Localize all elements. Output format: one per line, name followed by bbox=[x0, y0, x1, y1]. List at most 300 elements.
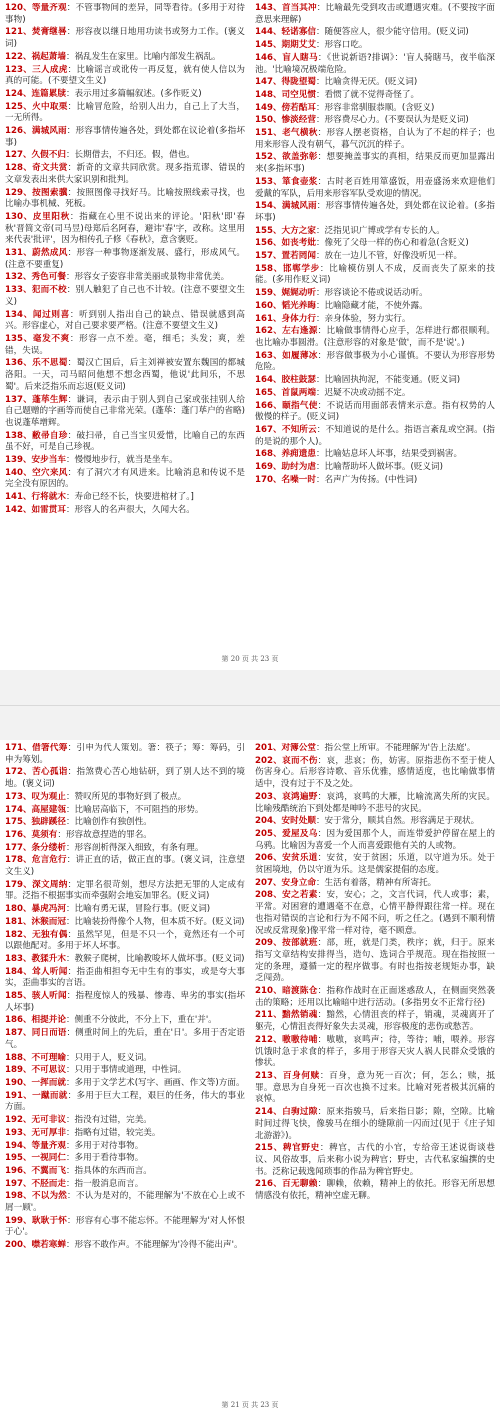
entry-number: 213、 bbox=[255, 1070, 283, 1081]
idiom-definition: 多用于对待事物。 bbox=[74, 1140, 144, 1151]
entry-number: 198、 bbox=[5, 1191, 32, 1202]
idiom-term: 百无聊赖 bbox=[282, 1179, 318, 1190]
idiom-definition: 哀鸿，哀鸣的大雁，比喻流离失所的灾民。比喻残酷统治下到处都是呻吟不悲号的灾民。 bbox=[255, 791, 495, 814]
idiom-entry: 150、惨淡经营：形容费尽心力。(不要误认为是贬义词) bbox=[255, 115, 469, 126]
entry-number: 133、 bbox=[5, 285, 32, 296]
entry-number: 155、 bbox=[255, 225, 282, 236]
idiom-definition: 蜀汉亡国后，后主刘禅被安置东魏国的都城洛阳。一天，司马昭问他想不想念西蜀，他说'此间乐，不思蜀'。后来泛指乐而忘返(贬义词) bbox=[5, 358, 245, 392]
idiom-entry: 159、娓娓动听：形容谈论不倦或说话动听。 bbox=[255, 288, 428, 299]
idiom-term: 胶柱鼓瑟 bbox=[281, 375, 316, 386]
entry-number: 153、 bbox=[255, 176, 283, 187]
idiom-term: 沐猴而冠 bbox=[31, 916, 66, 927]
idiom-entry: 188、不可理喻：只用于人，贬义词。 bbox=[5, 1052, 152, 1063]
idiom-term: 条分缕析 bbox=[31, 842, 66, 853]
page-footer: 第 21 页 共 23 页 bbox=[221, 1401, 279, 1409]
idiom-definition: 形容一点不差。毫，细毛；头发；爽，差错，失误。 bbox=[5, 333, 245, 356]
idiom-term: 乐不思蜀 bbox=[32, 358, 68, 369]
idiom-entry: 165、首鼠两端：迟疑不决或动摇不定。 bbox=[255, 387, 411, 398]
idiom-entry: 169、助纣为虐：比喻帮助坏人做坏事。(贬义词) bbox=[255, 462, 443, 473]
entry-number: 139、 bbox=[5, 455, 32, 466]
idiom-definition: 部，班，就是门类，秩序；就，归于。原来指写文章结构安排得当，造句、选词合乎规范。现在指按照一定的条理，遵循一定的程序做事。有时也指按老规矩办事，缺乏闯劲。 bbox=[255, 938, 495, 984]
idiom-term: 等量齐观 bbox=[31, 1140, 66, 1151]
entry-number: 201、 bbox=[255, 743, 282, 753]
idiom-term: 焚膏继晷 bbox=[31, 27, 67, 38]
entry-number: 216、 bbox=[255, 1179, 283, 1190]
idiom-entry: 195、一视同仁：多用于看待事物。 bbox=[5, 1153, 144, 1164]
idiom-entry: 156、如丧考妣：像死了父母一样的伤心和着急(含贬义) bbox=[255, 238, 469, 249]
idiom-term: 安贫乐道 bbox=[282, 853, 318, 864]
idiom-term: 轻诺寡信 bbox=[281, 27, 316, 38]
idiom-definition: 别人触犯了自己也不计较。(注意不要望文生义) bbox=[5, 285, 245, 307]
idiom-entry: 200、噤若寒蝉：形容不敢作声。不能理解为'冷得不能出声'。 bbox=[5, 1240, 243, 1251]
entry-number: 188、 bbox=[5, 1052, 32, 1063]
entry-number: 125、 bbox=[5, 101, 33, 112]
idiom-term: 不可理喻 bbox=[31, 1052, 66, 1063]
idiom-term: 一蹴而就 bbox=[32, 1090, 68, 1101]
idiom-definition: 原来指骏马，后来指日影；隙，空隙。比喻时间过得飞快，像骏马在细小的缝隙前一闪而过(见于《庄子知北游游》)。 bbox=[255, 1107, 495, 1141]
entry-number: 178、 bbox=[5, 855, 32, 866]
idiom-entry: 123、三人成虎：比喻谣言或讹传一再反复，就有使人信以为真的可能。(不要望文生义) bbox=[5, 64, 245, 87]
idiom-definition: 形容事情传遍各处，到处都在议论着(多指坏事) bbox=[5, 126, 245, 148]
entry-number: 207、 bbox=[255, 877, 282, 888]
idiom-term: 左右逢源 bbox=[282, 326, 318, 337]
left-column bbox=[5, 743, 245, 1253]
idiom-definition: 形容一种事物逐渐发展、盛行，形成风气。(注意不要重复) bbox=[5, 248, 245, 270]
idiom-entry: 185、骇人听闻：指程度惊人的残暴、惨毒、卑劣的事实(指坏人坏事) bbox=[5, 991, 245, 1013]
idiom-definition: 想要掩盖事实的真相，结果反而更加显露出来(多指坏事) bbox=[255, 152, 495, 175]
idiom-definition: 多用于巨大工程，艰巨的任务，伟大的事业方面。 bbox=[5, 1090, 245, 1113]
idiom-definition: 比喻装扮得像个人物，但本质不好。(贬义词) bbox=[74, 916, 245, 927]
idiom-entry: 131、蔚然成风：形容一种事物逐渐发展、盛行，形成风气。(注意不要重复) bbox=[5, 248, 245, 270]
idiom-definition: 新奇的文章共同欣赏。现多指荒谬、错误的文章发表出来供大家识别和批判。 bbox=[5, 163, 245, 185]
idiom-term: 深文周纳 bbox=[32, 879, 68, 890]
idiom-definition: 教猴子爬树，比喻教唆坏人做坏事。(贬义词) bbox=[74, 953, 245, 964]
idiom-term: 养痈遗患 bbox=[281, 449, 316, 460]
entry-number: 204、 bbox=[255, 816, 282, 827]
idiom-definition: 不说话而用面部表情来示意。指有权势的人傲慢的样子。(贬义词) bbox=[255, 400, 495, 423]
idiom-entry: 140、空穴来风：有了洞穴才有风进来。比喻消息和传说不是完全没有原因的。 bbox=[5, 467, 245, 490]
idiom-term: 黯然销魂 bbox=[282, 1010, 318, 1021]
idiom-entry: 163、如履薄冰：形容做事极为小心谨慎。不要认为形容形势危险。 bbox=[255, 350, 495, 373]
idiom-definition: 泛指见识广博或学有专长的人。 bbox=[324, 225, 445, 236]
entry-number: 123、 bbox=[5, 64, 33, 75]
idiom-entry: 129、按图索骥：按照图像寻找好马。比喻按照线索寻找，也比喻办事机械、死板。 bbox=[5, 187, 245, 210]
entry-number: 189、 bbox=[5, 1065, 32, 1076]
idiom-definition: 名声广为传扬。(中性词) bbox=[324, 474, 418, 485]
entry-number: 154、 bbox=[255, 201, 282, 212]
entry-number: 152、 bbox=[255, 152, 283, 163]
entry-number: 158、 bbox=[255, 263, 283, 274]
idiom-definition: 定罪名很苛刻，想尽方法把无罪的人定成有罪。泛指不根据事实而牵强附会地妄加罪名。(贬义词) bbox=[5, 879, 245, 902]
idiom-definition: 指藏在心里不说出来的评论。'阳秋'即'春秋'晋简文帝(司马昱)母郑后名阿春，避讳'春'字，改称。这里用来代表'批评'，因为相传孔子修《春秋》，意含褒贬。 bbox=[5, 211, 245, 246]
idiom-definition: 指具体的东西而言。 bbox=[74, 1165, 152, 1176]
idiom-definition: 亲身体验，努力实行。 bbox=[324, 313, 411, 324]
idiom-definition: 比喻冒危险，给别人出力，自己上了大当，一无所得。 bbox=[5, 101, 245, 124]
entry-number: 180、 bbox=[5, 904, 32, 915]
entry-number: 182、 bbox=[5, 929, 33, 940]
idiom-entry: 166、颐指气使：不说话而用面部表情来示意。指有权势的人傲慢的样子。(贬义词) bbox=[255, 400, 495, 423]
idiom-entry: 206、安贫乐道：安贫，安于贫困；乐道，以守道为乐。处于贫困境地，仍以守道为乐。这是儒家提倡的态度。 bbox=[255, 853, 495, 876]
idiom-entry: 215、稗官野史：稗官，古代的小官，专给帝王述说街谈巷议、风俗故事，后来称小说为稗官；野史，古代私家编撰的史书。泛称记载逸闻琐事的作品为稗官野史。 bbox=[255, 1143, 495, 1177]
idiom-definition: 比喻模仿别人不成，反而丧失了原来的技能。(多用作贬义词) bbox=[255, 263, 495, 286]
idiom-term: 嗷嗷待哺 bbox=[282, 1034, 318, 1045]
idiom-definition: 形容口吃。 bbox=[324, 40, 368, 51]
idiom-entry: 153、箪食壶浆：古时老百姓用箪盛饭，用壶盛汤来欢迎他们爱戴的军队，后用来形容军队受欢迎的情况。 bbox=[255, 176, 495, 199]
idiom-term: 如雷贯耳 bbox=[31, 504, 66, 515]
idiom-entry: 181、沐猴而冠：比喻装扮得像个人物，但本质不好。(贬义词) bbox=[5, 916, 245, 927]
entry-number: 127、 bbox=[5, 150, 32, 161]
idiom-term: 苦心孤诣 bbox=[32, 767, 68, 778]
entry-number: 164、 bbox=[255, 375, 282, 386]
entry-number: 132、 bbox=[5, 272, 32, 283]
idiom-entry: 189、不可思议：只用于事情或道理，中性词。 bbox=[5, 1065, 187, 1076]
idiom-term: 蓬荜生辉 bbox=[32, 394, 68, 405]
entry-number: 135、 bbox=[5, 333, 33, 344]
idiom-definition: 形容非常驯服恭顺。(含贬义) bbox=[324, 102, 435, 113]
idiom-definition: 讲正直的话，做正直的事。(褒义词，注意望文生义) bbox=[5, 855, 245, 878]
idiom-definition: 赞叹所见的事物好到了极点。 bbox=[74, 791, 187, 802]
idiom-term: 不以为然 bbox=[31, 1191, 68, 1202]
idiom-term: 如丧考妣 bbox=[281, 238, 316, 249]
idiom-entry: 138、敝帚自珍：破扫帚，自己当宝贝爱惜，比喻自己的东西虽不好，可是自己珍视。 bbox=[5, 430, 245, 453]
entry-number: 203、 bbox=[255, 791, 283, 802]
idiom-term: 奇文共赏 bbox=[32, 163, 68, 174]
idiom-definition: 听到别人指出自己的缺点、错误就感到高兴。形容虚心，对自己要求要严格。(注意不要望文生义) bbox=[5, 309, 245, 332]
idiom-definition: 不认为是对的，不能理解为'不放在心上或不屑一顾'。 bbox=[5, 1191, 245, 1214]
entry-number: 181、 bbox=[5, 916, 32, 927]
idiom-entry: 149、傍若酤耳：形容非常驯服恭顺。(含贬义) bbox=[255, 102, 435, 113]
idiom-entry: 186、相提并论：侧重不分彼此，不分上下，重在'并'。 bbox=[5, 1015, 217, 1026]
entry-number: 170、 bbox=[255, 474, 282, 485]
idiom-definition: 形容费尽心力。(不要误认为是贬义词) bbox=[324, 115, 469, 126]
idiom-entry: 144、轻诺寡信：随便答应人，很少能守信用。(贬义词) bbox=[255, 27, 469, 38]
idiom-definition: 生活有着落，精神有所寄托。 bbox=[324, 877, 437, 888]
idiom-term: 按部就班 bbox=[282, 938, 318, 949]
entry-number: 163、 bbox=[255, 350, 283, 361]
idiom-definition: 比喻有勇无谋，冒险行事。(贬义词) bbox=[74, 904, 211, 915]
idiom-term: 白驹过隙 bbox=[282, 1107, 318, 1118]
document-page-21 bbox=[0, 740, 500, 1415]
idiom-definition: 看惯了就不觉得奇怪了。 bbox=[324, 89, 420, 100]
idiom-definition: 比喻贪得无厌。(贬义词) bbox=[324, 77, 418, 88]
idiom-term: 稗官野史 bbox=[282, 1143, 320, 1154]
idiom-term: 名噪一时 bbox=[281, 474, 316, 485]
entry-number: 184、 bbox=[5, 966, 33, 977]
idiom-entry: 209、按部就班：部，班，就是门类，秩序；就，归于。原来指写文章结构安排得当，造句、选词合乎规范。现在指按照一定的条理，遵循一定的程序做事。有时也指按老规矩办事，缺乏闯劲。 bbox=[255, 938, 495, 984]
idiom-term: 相提并论 bbox=[31, 1015, 66, 1026]
idiom-entry: 173、叹为观止：赞叹所见的事物好到了极点。 bbox=[5, 791, 187, 802]
idiom-term: 高屋建瓴 bbox=[31, 804, 66, 815]
idiom-entry: 137、蓬荜生辉：谦词，表示由于别人到自己家或张挂别人给自己题赠的字画等而使自己非常光荣。(蓬荜：蓬门荜户的省略)也说蓬荜增辉。 bbox=[5, 394, 245, 428]
entry-number: 122、 bbox=[5, 51, 32, 62]
entry-number: 186、 bbox=[5, 1015, 32, 1026]
idiom-entry: 192、无可非议：指没有过错，完美。 bbox=[5, 1115, 152, 1126]
idiom-entry: 147、得陇望蜀：比喻贪得无厌。(贬义词) bbox=[255, 77, 418, 88]
entry-number: 141、 bbox=[5, 492, 32, 503]
idiom-term: 邯郸学步 bbox=[282, 263, 320, 274]
idiom-term: 教猱升木 bbox=[31, 953, 66, 964]
idiom-entry: 204、安时处顺：安于常分，顺其自然。形容满足于现状。 bbox=[255, 816, 480, 827]
entry-number: 147、 bbox=[255, 77, 282, 88]
idiom-term: 按图索骥 bbox=[32, 187, 68, 198]
idiom-term: 一挥而就 bbox=[31, 1077, 66, 1088]
entry-number: 138、 bbox=[5, 430, 33, 441]
entry-number: 185、 bbox=[5, 991, 32, 1002]
idiom-term: 娓娓动听 bbox=[281, 288, 316, 299]
idiom-term: 满城风雨 bbox=[281, 201, 317, 212]
entry-number: 126、 bbox=[5, 126, 32, 137]
idiom-term: 不胫而走 bbox=[31, 1178, 66, 1189]
idiom-definition: 指程度惊人的残暴、惨毒、卑劣的事实(指坏人坏事) bbox=[5, 991, 245, 1013]
idiom-term: 耸人听闻 bbox=[32, 966, 68, 977]
idiom-definition: 有了洞穴才有风进来。比喻消息和传说不是完全没有原因的。 bbox=[5, 467, 245, 490]
entry-number: 206、 bbox=[255, 853, 283, 864]
idiom-definition: 形容人的名声很大，久闻大名。 bbox=[74, 504, 195, 515]
entry-number: 142、 bbox=[5, 504, 32, 515]
idiom-entry: 167、不知所云：不知道说的是什么。指语言紊乱或空洞。(指的是说的那个人)。 bbox=[255, 424, 495, 447]
idiom-term: 叹为观止 bbox=[31, 791, 66, 802]
idiom-entry: 122、祸起萧墙：祸乱发生在家里。比喻内部发生祸乱。 bbox=[5, 51, 221, 62]
idiom-term: 一视同仁 bbox=[31, 1153, 66, 1164]
idiom-definition: 比喻做事情得心应手，怎样进行都很顺利。也比喻办事圆滑。(注意形容的对象是'做'，而不是'说'。) bbox=[255, 326, 495, 348]
entry-number: 199、 bbox=[5, 1215, 32, 1226]
idiom-entry: 175、独辟蹊径：比喻创作有独创性。 bbox=[5, 817, 152, 828]
idiom-definition: 不管事物间的差异，同等看待。(多用于对待事物) bbox=[5, 3, 245, 25]
idiom-term: 爱屋及乌 bbox=[282, 828, 318, 839]
idiom-term: 得陇望蜀 bbox=[281, 77, 316, 88]
idiom-entry: 174、高屋建瓴：比喻居高临下，不可阻挡的形势。 bbox=[5, 804, 204, 815]
entry-number: 175、 bbox=[5, 817, 32, 828]
entry-number: 151、 bbox=[255, 128, 283, 139]
idiom-definition: 比喻最先受到攻击或遭遇灾难。(不要按字面意思来理解) bbox=[255, 3, 495, 25]
entry-number: 121、 bbox=[5, 27, 32, 38]
idiom-term: 无可非议 bbox=[31, 1115, 66, 1126]
idiom-term: 莫须有 bbox=[31, 829, 58, 840]
idiom-definition: 指一般消息而言。 bbox=[74, 1178, 144, 1189]
entry-number: 191、 bbox=[5, 1090, 33, 1101]
idiom-entry: 132、秀色可餐：形容女子姿容非常美丽或景物非常优美。 bbox=[5, 272, 230, 283]
idiom-entry: 179、深文周纳：定罪名很苛刻，想尽方法把无罪的人定成有罪。泛指不根据事实而牵强附会地妄加罪名。(贬义词) bbox=[5, 879, 245, 902]
idiom-entry: 171、借箸代筹：引申为代人策划。箸：筷子；筹：筹码，引申为筹划。 bbox=[5, 743, 245, 765]
idiom-definition: 破扫帚，自己当宝贝爱惜，比喻自己的东西虽不好，可是自己珍视。 bbox=[5, 430, 245, 453]
entry-number: 212、 bbox=[255, 1034, 283, 1045]
idiom-definition: 虽然罕见，但是不只一个，竟然还有一个可以跟他配对。多用于坏人坏事。 bbox=[5, 929, 245, 952]
idiom-definition: 随便答应人，很少能守信用。(贬义词) bbox=[324, 27, 469, 38]
idiom-entry: 199、耿耿于怀：形容有心事不能忘怀。不能理解为'对人怀恨于心'。 bbox=[5, 1215, 245, 1238]
idiom-entry: 168、养痈遗患：比喻姑息坏人坏事，结果受到祸害。 bbox=[255, 449, 463, 460]
idiom-entry: 161、身体力行：亲身体验，努力实行。 bbox=[255, 313, 411, 324]
idiom-definition: 稗官，古代的小官，专给帝王述说街谈巷议、风俗故事，后来称小说为稗官；野史，古代私家编撰的史书。泛称记载逸闻琐事的作品为稗官野史。 bbox=[255, 1143, 495, 1177]
idiom-entry: 191、一蹴而就：多用于巨大工程，艰巨的任务，伟大的事业方面。 bbox=[5, 1090, 245, 1113]
idiom-definition: 寿命已经不长，快要进棺材了。] bbox=[74, 492, 194, 503]
idiom-entry: 203、哀鸿遍野：哀鸿，哀鸣的大雁，比喻流离失所的灾民。比喻残酷统治下到处都是呻吟不悲号的灾民。 bbox=[255, 791, 495, 814]
idiom-definition: 按照图像寻找好马。比喻按照线索寻找，也比喻办事机械、死板。 bbox=[5, 187, 245, 210]
idiom-definition: 指公堂上所审。不能理解为'告上法庭'。 bbox=[324, 743, 476, 753]
idiom-term: 老气横秋 bbox=[282, 128, 318, 139]
idiom-term: 助纣为虐 bbox=[281, 462, 316, 473]
right-column bbox=[255, 743, 495, 1253]
idiom-entry: 148、司空见惯：看惯了就不觉得奇怪了。 bbox=[255, 89, 420, 100]
idiom-definition: 《世说新语?排调》：'盲人骑瞎马，夜半临深池。'比喻境况极端危险。 bbox=[255, 52, 495, 75]
idiom-definition: 比喻居高临下，不可阻挡的形势。 bbox=[74, 804, 204, 815]
idiom-term: 哀而不伤 bbox=[282, 755, 318, 766]
entry-number: 171、 bbox=[5, 743, 33, 753]
entry-number: 131、 bbox=[5, 248, 33, 259]
idiom-definition: 形容不敢作声。不能理解为'冷得不能出声'。 bbox=[74, 1240, 243, 1251]
idiom-term: 空穴来风 bbox=[32, 467, 68, 478]
entry-number: 140、 bbox=[5, 467, 33, 478]
idiom-definition: 比喻隐藏才能，不使外露。 bbox=[324, 300, 428, 311]
idiom-term: 如履薄冰 bbox=[282, 350, 318, 361]
entry-number: 166、 bbox=[255, 400, 283, 411]
idiom-entry: 177、条分缕析：形容剖析得深入细致，有条有理。 bbox=[5, 842, 204, 853]
entry-number: 211、 bbox=[255, 1010, 283, 1021]
idiom-definition: 指略有过错，较完美。 bbox=[74, 1127, 161, 1138]
entry-number: 190、 bbox=[5, 1077, 32, 1088]
idiom-entry: 155、大方之家：泛指见识广博或学有专长的人。 bbox=[255, 225, 445, 236]
idiom-entry: 180、暴虎冯河：比喻有勇无谋，冒险行事。(贬义词) bbox=[5, 904, 211, 915]
idiom-definition: 像死了父母一样的伤心和着急(含贬义) bbox=[324, 238, 469, 249]
idiom-definition: 长期借去，不归还。假，借也。 bbox=[74, 150, 195, 161]
entry-number: 124、 bbox=[5, 88, 32, 99]
idiom-entry: 154、满城风雨：形容事情传遍各处，到处都在议论着。(多指坏事) bbox=[255, 201, 495, 223]
idiom-entry: 124、连篇累牍：表示用过多篇幅叙述。(多作贬义) bbox=[5, 88, 202, 99]
entry-number: 167、 bbox=[255, 424, 282, 435]
idiom-entry: 152、欲盖弥彰：想要掩盖事实的真相，结果反而更加显露出来(多指坏事) bbox=[255, 152, 495, 175]
idiom-entry: 130、皮里阳秋：指藏在心里不说出来的评论。'阳秋'即'春秋'晋简文帝(司马昱)母郑后名阿春，避讳'春'字，改称。这里用来代表'批评'，因为相传孔子修《春秋》，意含褒贬。 bbox=[5, 211, 245, 246]
idiom-entry: 141、行将就木：寿命已经不长，快要进棺材了。] bbox=[5, 492, 194, 503]
entry-number: 168、 bbox=[255, 449, 282, 460]
idiom-definition: 聊赖，依赖，精神上的依托。形容无所思想情感没有依托，精神空虚无聊。 bbox=[255, 1179, 495, 1202]
idiom-definition: 多用于看待事物。 bbox=[74, 1153, 144, 1164]
idiom-entry: 207、安身立命：生活有着落，精神有所寄托。 bbox=[255, 877, 437, 888]
idiom-definition: 放在一边儿不管，好像没听见一样。 bbox=[324, 251, 463, 262]
idiom-definition: 指称作战时在正面迷惑敌人，在侧面突然袭击的策略；还用以比喻暗中进行活动。(多指男女不正常行径) bbox=[255, 986, 495, 1008]
idiom-definition: 指歪曲相担夸无中生有的事实，或是夸大事实，歪曲事实的言语。 bbox=[5, 966, 245, 989]
idiom-definition: 形容女子姿容非常美丽或景物非常优美。 bbox=[74, 272, 230, 283]
idiom-entry: 198、不以为然：不认为是对的，不能理解为'不放在心上或不屑一顾'。 bbox=[5, 1191, 245, 1214]
entry-number: 179、 bbox=[5, 879, 33, 890]
idiom-entry: 193、无可厚非：指略有过错，较完美。 bbox=[5, 1127, 161, 1138]
entry-number: 149、 bbox=[255, 102, 282, 113]
page-gap bbox=[0, 670, 500, 740]
entry-number: 205、 bbox=[255, 828, 283, 839]
entry-number: 143、 bbox=[255, 3, 282, 13]
idiom-term: 行将就木 bbox=[31, 492, 66, 503]
idiom-entry: 146、盲人瞎马：《世说新语?排调》：'盲人骑瞎马，夜半临深池。'比喻境况极端危险。 bbox=[255, 52, 495, 75]
idiom-term: 安之若素 bbox=[282, 890, 318, 901]
idiom-definition: 哀，悲哀；伤，妨害。原指悲伤不至于使人伤害身心。后形容诗歌、音乐优雅，感情适度，也比喻做事情适中，没有过于不及之处。 bbox=[255, 755, 495, 790]
entry-number: 172、 bbox=[5, 767, 33, 778]
idiom-term: 颐指气使 bbox=[282, 400, 318, 411]
entry-number: 130、 bbox=[5, 211, 33, 222]
entry-number: 160、 bbox=[255, 300, 282, 311]
idiom-term: 等量齐观 bbox=[31, 3, 67, 13]
idiom-entry: 157、置若罔闻：放在一边儿不管，好像没听见一样。 bbox=[255, 251, 463, 262]
idiom-definition: 慢慢地步行，就当是坐车。 bbox=[74, 455, 178, 466]
idiom-term: 敝帚自珍 bbox=[32, 430, 68, 441]
idiom-term: 身体力行 bbox=[281, 313, 316, 324]
idiom-term: 大方之家 bbox=[281, 225, 316, 236]
entry-number: 183、 bbox=[5, 953, 32, 964]
entry-number: 174、 bbox=[5, 804, 32, 815]
idiom-term: 安步当车 bbox=[31, 455, 66, 466]
idiom-term: 独辟蹊径 bbox=[31, 817, 66, 828]
idiom-definition: 多用于文学艺术(写字、画画、作文等)方面。 bbox=[74, 1077, 245, 1088]
entry-number: 146、 bbox=[255, 52, 283, 63]
idiom-definition: 只用于人，贬义词。 bbox=[74, 1052, 152, 1063]
entry-number: 215、 bbox=[255, 1143, 283, 1154]
idiom-entry: 120、等量齐观：不管事物间的差异，同等看待。(多用于对待事物) bbox=[5, 3, 245, 25]
idiom-definition: 形容事情传遍各处，到处都在议论着。(多指坏事) bbox=[255, 201, 495, 223]
idiom-term: 傍若酤耳 bbox=[281, 102, 316, 113]
entry-number: 129、 bbox=[5, 187, 33, 198]
idiom-definition: 不知道说的是什么。指语言紊乱或空洞。(指的是说的那个人)。 bbox=[255, 424, 495, 447]
idiom-entry: 136、乐不思蜀：蜀汉亡国后，后主刘禅被安置东魏国的都城洛阳。一天，司马昭问他想不想念西蜀，他说'此间乐，不思蜀'。后来泛指乐而忘返(贬义词) bbox=[5, 358, 245, 392]
idiom-definition: 安于常分，顺其自然。形容满足于现状。 bbox=[324, 816, 480, 827]
idiom-entry: 145、期期艾艾：形容口吃。 bbox=[255, 40, 368, 51]
idiom-entry: 202、哀而不伤：哀，悲哀；伤，妨害。原指悲伤不至于使人伤害身心。后形容诗歌、音乐优雅，感情适度，也比喻做事情适中，没有过于不及之处。 bbox=[255, 755, 495, 790]
idiom-term: 连篇累牍 bbox=[31, 88, 66, 99]
idiom-definition: 形容有心事不能忘怀。不能理解为'对人怀恨于心'。 bbox=[5, 1215, 245, 1238]
idiom-entry: 213、百身何赎：百身，意为死一百次；何，怎么；赎，抵罪。意思为自身死一百次也换不过来。比喻对死者极其沉痛的哀悼。 bbox=[255, 1070, 495, 1105]
idiom-term: 噤若寒蝉 bbox=[31, 1240, 66, 1251]
entry-number: 176、 bbox=[5, 829, 32, 840]
idiom-term: 借箸代筹 bbox=[32, 743, 68, 753]
idiom-definition: 迟疑不决或动摇不定。 bbox=[324, 387, 411, 398]
idiom-definition: 形容做事极为小心谨慎。不要认为形容形势危险。 bbox=[255, 350, 495, 373]
idiom-definition: 形容人摆老资格，自认为了不起的样子；也用来形容人没有朝气，暮气沉沉的样子。 bbox=[255, 128, 495, 150]
idiom-entry: 170、名噪一时：名声广为传扬。(中性词) bbox=[255, 474, 418, 485]
entry-number: 156、 bbox=[255, 238, 282, 249]
idiom-term: 不翼而飞 bbox=[31, 1165, 66, 1176]
idiom-term: 惨淡经营 bbox=[281, 115, 316, 126]
idiom-term: 置若罔闻 bbox=[281, 251, 316, 262]
idiom-entry: 125、火中取栗：比喻冒危险，给别人出力，自己上了大当，一无所得。 bbox=[5, 101, 245, 124]
entry-number: 177、 bbox=[5, 842, 32, 853]
idiom-entry: 190、一挥而就：多用于文学艺术(写字、画画、作文等)方面。 bbox=[5, 1077, 245, 1088]
idiom-term: 满城风雨 bbox=[31, 126, 67, 137]
idiom-term: 欲盖弥彰 bbox=[282, 152, 318, 163]
entry-number: 159、 bbox=[255, 288, 282, 299]
idiom-entry: 214、白驹过隙：原来指骏马，后来指日影；隙，空隙。比喻时间过得飞快，像骏马在细小的缝隙前一闪而过(见于《庄子知北游游》)。 bbox=[255, 1107, 495, 1141]
idiom-term: 久假不归 bbox=[31, 150, 66, 161]
entry-number: 192、 bbox=[5, 1115, 32, 1126]
idiom-definition: 只用于事情或道理，中性词。 bbox=[74, 1065, 187, 1076]
idiom-term: 骇人听闻 bbox=[31, 991, 67, 1002]
idiom-term: 暗渡陈仓 bbox=[282, 986, 318, 997]
entry-number: 210、 bbox=[255, 986, 283, 997]
idiom-term: 安身立命 bbox=[281, 877, 316, 888]
idiom-term: 耿耿于怀 bbox=[31, 1215, 68, 1226]
entry-number: 145、 bbox=[255, 40, 282, 51]
idiom-entry: 212、嗷嗷待哺：嗷嗷，哀鸣声；待，等待；哺，喂养。形容饥饿时急于求食的样子，多用于形容天灾人祸人民群众受饿的惨状。 bbox=[255, 1034, 495, 1069]
entry-number: 161、 bbox=[255, 313, 282, 324]
idiom-definition: 侧重时间上的先后，重在'日'。多用于否定语气。 bbox=[5, 1028, 245, 1050]
entry-number: 169、 bbox=[255, 462, 282, 473]
entry-number: 193、 bbox=[5, 1127, 32, 1138]
idiom-definition: 指没有过错，完美。 bbox=[74, 1115, 152, 1126]
idiom-definition: 形容谈论不倦或说话动听。 bbox=[324, 288, 428, 299]
idiom-entry: 216、百无聊赖：聊赖，依赖，精神上的依托。形容无所思想情感没有依托，精神空虚无聊。 bbox=[255, 1179, 495, 1202]
idiom-term: 无独有偶 bbox=[32, 929, 68, 940]
idiom-term: 不知所云 bbox=[281, 424, 317, 435]
idiom-entry: 172、苦心孤诣：指煞费心苦心地钻研，到了别人达不到的境地。(褒义词) bbox=[5, 767, 245, 790]
idiom-entry: 201、对簿公堂：指公堂上所审。不能理解为'告上法庭'。 bbox=[255, 743, 476, 753]
idiom-definition: 比喻姑息坏人坏事，结果受到祸害。 bbox=[324, 449, 463, 460]
idiom-definition: 引申为代人策划。箸：筷子；筹：筹码，引申为筹划。 bbox=[5, 743, 245, 765]
entry-number: 200、 bbox=[5, 1240, 32, 1251]
